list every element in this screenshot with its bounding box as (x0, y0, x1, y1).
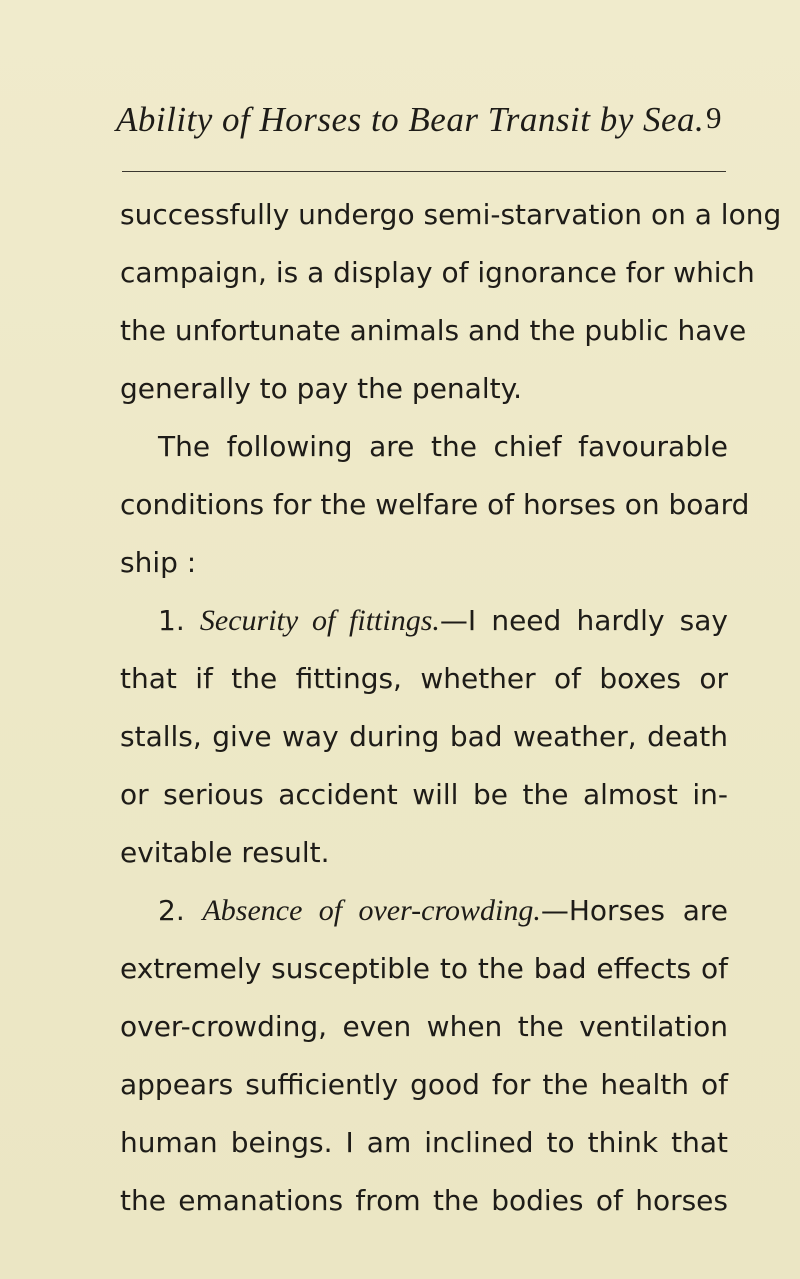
section-heading: Security of fittings. (199, 604, 440, 637)
text-line: evitable result. (120, 836, 330, 869)
text-line: the emanations from the bodies of horses (120, 1184, 728, 1217)
section-number: 2. (158, 894, 185, 927)
text-line: that if the fittings, whether of boxes or (120, 662, 728, 695)
text-line: successfully undergo semi-starvation on a long (120, 198, 782, 231)
text-line: appears sufficiently good for the health of (120, 1068, 728, 1101)
text-line: stalls, give way during bad weather, death (120, 720, 728, 753)
text-line: human beings. I am inclined to think that (120, 1126, 728, 1159)
text-line: or serious accident will be the almost in- (120, 778, 728, 811)
running-head (116, 100, 728, 150)
section-heading: Absence of over-crowding. (202, 894, 541, 927)
section-text: —I need hardly say (439, 604, 728, 637)
text-line: campaign, is a display of ignorance for which (120, 256, 755, 289)
numbered-section-line (120, 886, 728, 936)
text-line: over-crowding, even when the ventilation (120, 1010, 728, 1043)
text-line: extremely susceptible to the bad effects of (120, 952, 728, 985)
page-number: 9 (706, 100, 722, 135)
text-line: The following are the chief favourable (158, 430, 728, 463)
text-line: conditions for the welfare of horses on board (120, 488, 750, 521)
numbered-section-line (120, 596, 728, 646)
text-line: ship : (120, 546, 197, 579)
text-line: generally to pay the penalty. (120, 372, 523, 405)
text-line: the unfortunate animals and the public have (120, 314, 747, 347)
section-number: 1. (158, 604, 185, 637)
section-text: —Horses are (540, 894, 729, 927)
running-head-title: Ability of Horses to Bear Transit by Sea. (116, 100, 705, 139)
header-rule (122, 171, 726, 172)
